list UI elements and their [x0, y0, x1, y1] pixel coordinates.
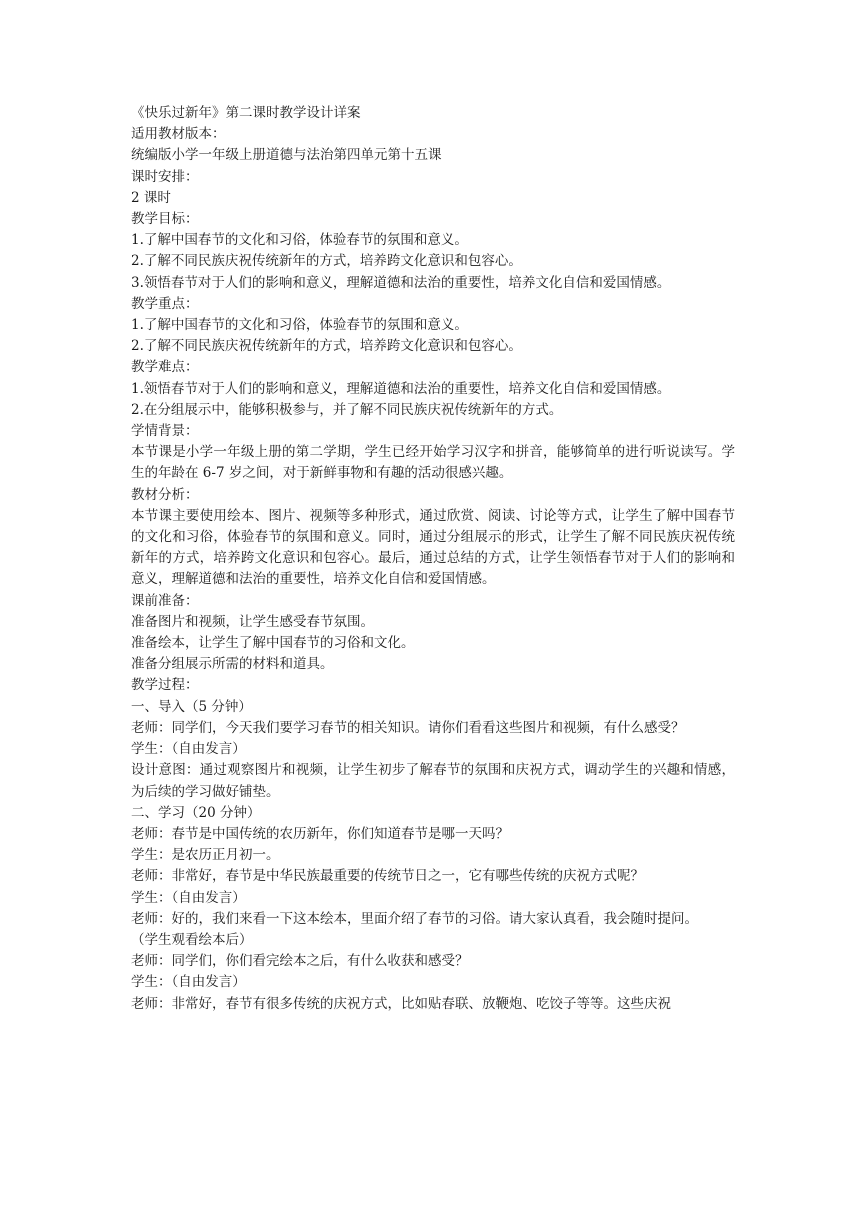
analysis-label: 教材分析： [131, 486, 199, 503]
document-body [131, 103, 735, 1015]
process-label: 教学过程： [131, 677, 199, 694]
dialogue-line: （学生观看绘本后） [131, 931, 253, 948]
difficulties-label: 教学难点： [131, 359, 199, 376]
prep-item: 准备分组展示所需的材料和道具。 [131, 656, 334, 673]
intro-intent-paragraph: 设计意图：通过观察图片和视频，让学生初步了解春节的氛围和庆祝方式，调动学生的兴趣和情感，为后续的学习做好铺垫。 [131, 762, 735, 800]
intro-heading: 一、导入（5 分钟） [131, 698, 252, 715]
textbook-label: 适用教材版本： [131, 126, 226, 143]
picture-book-paragraph: 老师：好的，我们来看一下这本绘本，里面介绍了春节的习俗。请大家认真看，我会随时提问。 [131, 910, 698, 927]
dialogue-line: 老师：春节是中国传统的农历新年，你们知道春节是哪一天吗？ [131, 825, 509, 842]
prep-item: 准备绘本，让学生了解中国春节的习俗和文化。 [131, 635, 415, 652]
dialogue-line: 老师：非常好，春节有很多传统的庆祝方式，比如贴春联、放鞭炮、吃饺子等等。这些庆祝 [131, 995, 671, 1012]
dialogue-line: 老师：非常好，春节是中华民族最重要的传统节日之一，它有哪些传统的庆祝方式呢？ [131, 868, 644, 885]
goals-label: 教学目标： [131, 211, 199, 228]
dialogue-line: 老师：同学们，你们看完绘本之后，有什么收获和感受？ [131, 953, 469, 970]
study-heading: 二、学习（20 分钟） [131, 804, 261, 821]
background-paragraph: 本节课是小学一年级上册的第二学期，学生已经开始学习汉字和拼音，能够简单的进行听说读写。学生的年龄在 6-7 岁之间，对于新鲜事物和有趣的活动很感兴趣。 [131, 444, 735, 482]
schedule-value: 2 课时 [131, 189, 171, 206]
goal-item: 2.了解不同民族庆祝传统新年的方式，培养跨文化意识和包容心。 [131, 253, 522, 270]
prep-label: 课前准备： [131, 592, 199, 609]
prep-item: 准备图片和视频，让学生感受春节氛围。 [131, 613, 374, 630]
difficulty-item: 1.领悟春节对于人们的影响和意义，理解道德和法治的重要性，培养文化自信和爱国情感。 [131, 380, 671, 397]
key-points-label: 教学重点： [131, 295, 199, 312]
dialogue-line: 学生：是农历正月初一。 [131, 847, 280, 864]
difficulty-item: 2.在分组展示中，能够积极参与，并了解不同民族庆祝传统新年的方式。 [131, 401, 563, 418]
schedule-label: 课时安排： [131, 168, 199, 185]
dialogue-line: 学生：（自由发言） [131, 889, 246, 906]
dialogue-line: 学生：（自由发言） [131, 741, 246, 758]
textbook-value: 统编版小学一年级上册道德与法治第四单元第十五课 [131, 147, 442, 164]
goal-item: 3.领悟春节对于人们的影响和意义，理解道德和法治的重要性，培养文化自信和爱国情感。 [131, 274, 671, 291]
analysis-paragraph: 本节课主要使用绘本、图片、视频等多种形式，通过欣赏、阅读、讨论等方式，让学生了解中国春节的文化和习俗，体验春节的氛围和意义。同时，通过分组展示的形式，让学生了解不同民族庆祝传统新年的方式，培养跨文化意识和包容心。最后，通过总结的方式，让学生领悟春节对于人们的影响和意义，理解道德和法治的重要性，培养文化自信和爱国情感。 [131, 507, 735, 588]
key-point-item: 1.了解中国春节的文化和习俗，体验春节的氛围和意义。 [131, 317, 468, 334]
background-label: 学情背景： [131, 423, 199, 440]
dialogue-line: 学生：（自由发言） [131, 974, 246, 991]
document-title: 《快乐过新年》第二课时教学设计详案 [131, 105, 361, 121]
key-point-item: 2.了解不同民族庆祝传统新年的方式，培养跨文化意识和包容心。 [131, 338, 522, 355]
dialogue-line: 老师：同学们，今天我们要学习春节的相关知识。请你们看看这些图片和视频，有什么感受？ [131, 719, 685, 736]
goal-item: 1.了解中国春节的文化和习俗，体验春节的氛围和意义。 [131, 232, 468, 249]
